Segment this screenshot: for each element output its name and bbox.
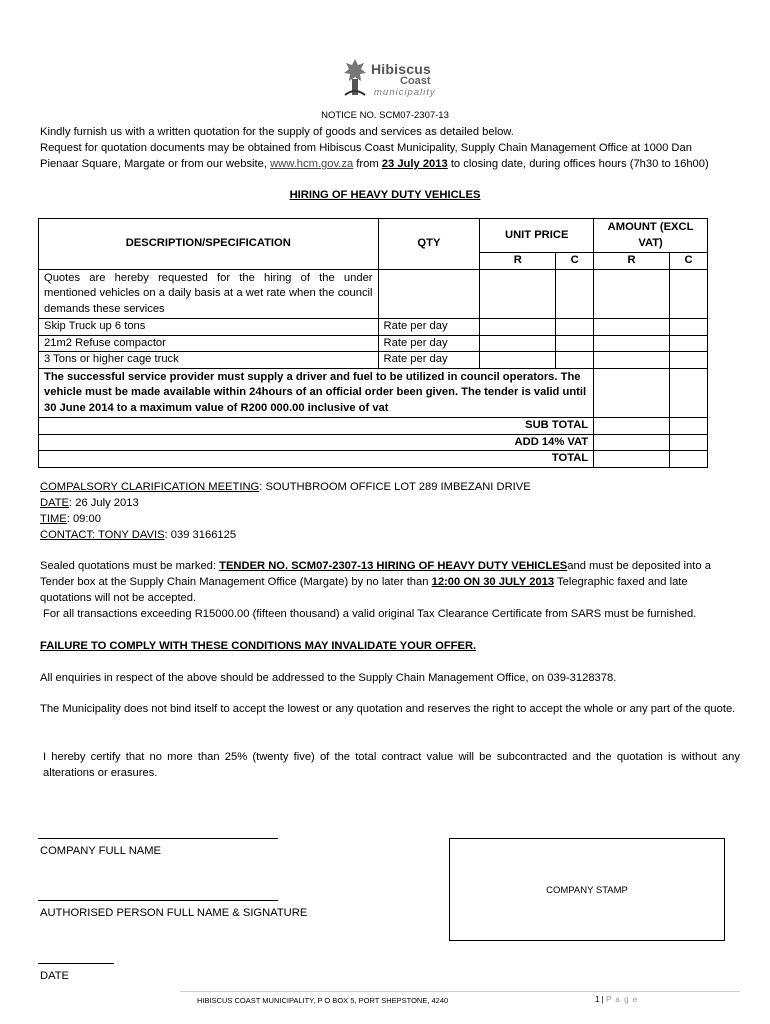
company-name-label: COMPANY FULL NAME: [40, 845, 162, 857]
header-description: DESCRIPTION/SPECIFICATION: [39, 219, 379, 270]
table-row: [39, 319, 708, 336]
page-word: P a g e: [605, 995, 639, 1004]
sub-total-label: SUB TOTAL: [39, 418, 594, 435]
meeting-contact: [40, 527, 740, 543]
terms-note: The successful service provider must supply a driver and fuel to be utilized in council operators. The vehicle must be made available within 24hours of an official order been given. The tender is valid until 30 June 2014 to a maximum value of R200 000.00 inclusive of vat: [39, 368, 594, 418]
meeting-time-value: : 09:00: [66, 513, 101, 525]
header-amount: AMOUNT (EXCL VAT): [594, 219, 708, 253]
meeting-contact-value: : 039 3166125: [164, 529, 237, 541]
header-qty: QTY: [378, 219, 480, 270]
signature-label: AUTHORISED PERSON FULL NAME & SIGNATURE: [40, 907, 308, 919]
header-unit-c: C: [556, 253, 594, 270]
logo-text-hibiscus: Hibiscus: [371, 61, 431, 77]
document-title: HIRING OF HEAVY DUTY VEHICLES: [289, 189, 481, 201]
row-qty: Rate per day: [378, 335, 480, 352]
meeting-line: [40, 479, 740, 495]
logo-text-municipality: municipality: [374, 87, 436, 98]
issue-date: 23 July 2013: [381, 158, 448, 170]
row-desc: 21m2 Refuse compactor: [39, 335, 379, 352]
failure-warning: FAILURE TO COMPLY WITH THESE CONDITIONS MAY INVALIDATE YOUR OFFER.: [40, 640, 477, 652]
footer-address: HIBISCUS COAST MUNICIPALITY, P O BOX 5, PORT SHEPSTONE, 4240: [197, 996, 449, 1005]
quotation-table: [38, 218, 708, 468]
sealed-line-2: [40, 574, 740, 590]
company-stamp-label: COMPANY STAMP: [546, 885, 628, 896]
sealed-a: Sealed quotations must be marked:: [40, 560, 216, 572]
municipality-logo: [342, 55, 462, 101]
sealed-line-3: quotations will not be accepted.: [40, 592, 197, 604]
meeting-time: [40, 511, 740, 527]
certify-text: I hereby certify that no more than 25% (twenty five) of the total contract value will be subcontracted and the quotation is without any alterations or erasures.: [43, 751, 740, 779]
footer-page: 1 | P a g e: [595, 995, 639, 1004]
table-row: [39, 352, 708, 369]
closing-deadline: 12:00 ON 30 JULY 2013: [431, 576, 555, 588]
header-unit-r: R: [480, 253, 556, 270]
row-qty: Rate per day: [378, 319, 480, 336]
logo-text-coast: Coast: [400, 75, 431, 87]
meeting-time-label: TIME: [40, 513, 67, 525]
meeting-label: COMPALSORY CLARIFICATION MEETING: [40, 481, 260, 493]
meeting-date: [40, 495, 740, 511]
total-label: TOTAL: [39, 451, 594, 468]
page-number: 1: [595, 995, 600, 1004]
intro-line-3-c: to closing date, during offices hours (7h30 to 16h00): [450, 158, 709, 170]
meeting-date-label: DATE: [40, 497, 70, 509]
signature-line: [38, 900, 278, 901]
intro-line-1: Kindly furnish us with a written quotation for the supply of goods and services as detailed below.: [40, 126, 514, 138]
header-amount-r: R: [594, 253, 670, 270]
sealed-c: Tender box at the Supply Chain Management Office (Margate) by no later than: [40, 576, 429, 588]
sealed-line-1: [40, 558, 740, 574]
sealed-d: Telegraphic faxed and late: [557, 576, 688, 588]
row-qty: Rate per day: [378, 352, 480, 369]
date-label: DATE: [40, 970, 70, 982]
sealed-line-4: For all transactions exceeding R15000.00 (fifteen thousand) a valid original Tax Clearance Certificate from SARS must be furnished.: [43, 608, 697, 620]
tender-reference: TENDER NO. SCM07-2307-13 HIRING OF HEAVY DUTY VEHICLES: [219, 560, 568, 572]
notice-number: NOTICE NO. SCM07-2307-13: [321, 110, 449, 121]
meeting-date-value: : 26 July 2013: [69, 497, 139, 509]
intro-line-3-b: from: [356, 158, 379, 170]
hibiscus-logo-icon: [342, 57, 368, 97]
intro-line-3-a: Pienaar Square, Margate or from our website,: [40, 158, 267, 170]
header-amount-c: C: [669, 253, 707, 270]
sealed-b: and must be deposited into a: [567, 560, 711, 572]
row-desc: 3 Tons or higher cage truck: [39, 352, 379, 369]
meeting-contact-label: CONTACT: TONY DAVIS: [40, 529, 165, 541]
intro-line-2: Request for quotation documents may be obtained from Hibiscus Coast Municipality, Supply Chain Management Office at 1000 Dan: [40, 142, 692, 154]
date-line: [38, 963, 114, 964]
meeting-value: : SOUTHBROOM OFFICE LOT 289 IMBEZANI DRIVE: [259, 481, 531, 493]
company-stamp-box: [449, 838, 725, 941]
enquiries-text: All enquiries in respect of the above should be addressed to the Supply Chain Management Office, on 039-3128378.: [40, 672, 617, 684]
row-desc: Skip Truck up 6 tons: [39, 319, 379, 336]
header-unit-price: UNIT PRICE: [480, 219, 594, 253]
intro-cell: Quotes are hereby requested for the hiring of the under mentioned vehicles on a daily basis at a wet rate when the council demands these services: [39, 269, 379, 319]
vat-label: ADD 14% VAT: [39, 434, 594, 451]
website-link[interactable]: www.hcm.gov.za: [270, 158, 354, 170]
intro-line-3: [40, 156, 740, 172]
municipality-text: The Municipality does not bind itself to accept the lowest or any quotation and reserves the right to accept the whole or any part of the quote.: [40, 703, 736, 715]
company-name-line: [38, 838, 278, 839]
table-row: [39, 335, 708, 352]
footer-rule: [180, 991, 740, 992]
